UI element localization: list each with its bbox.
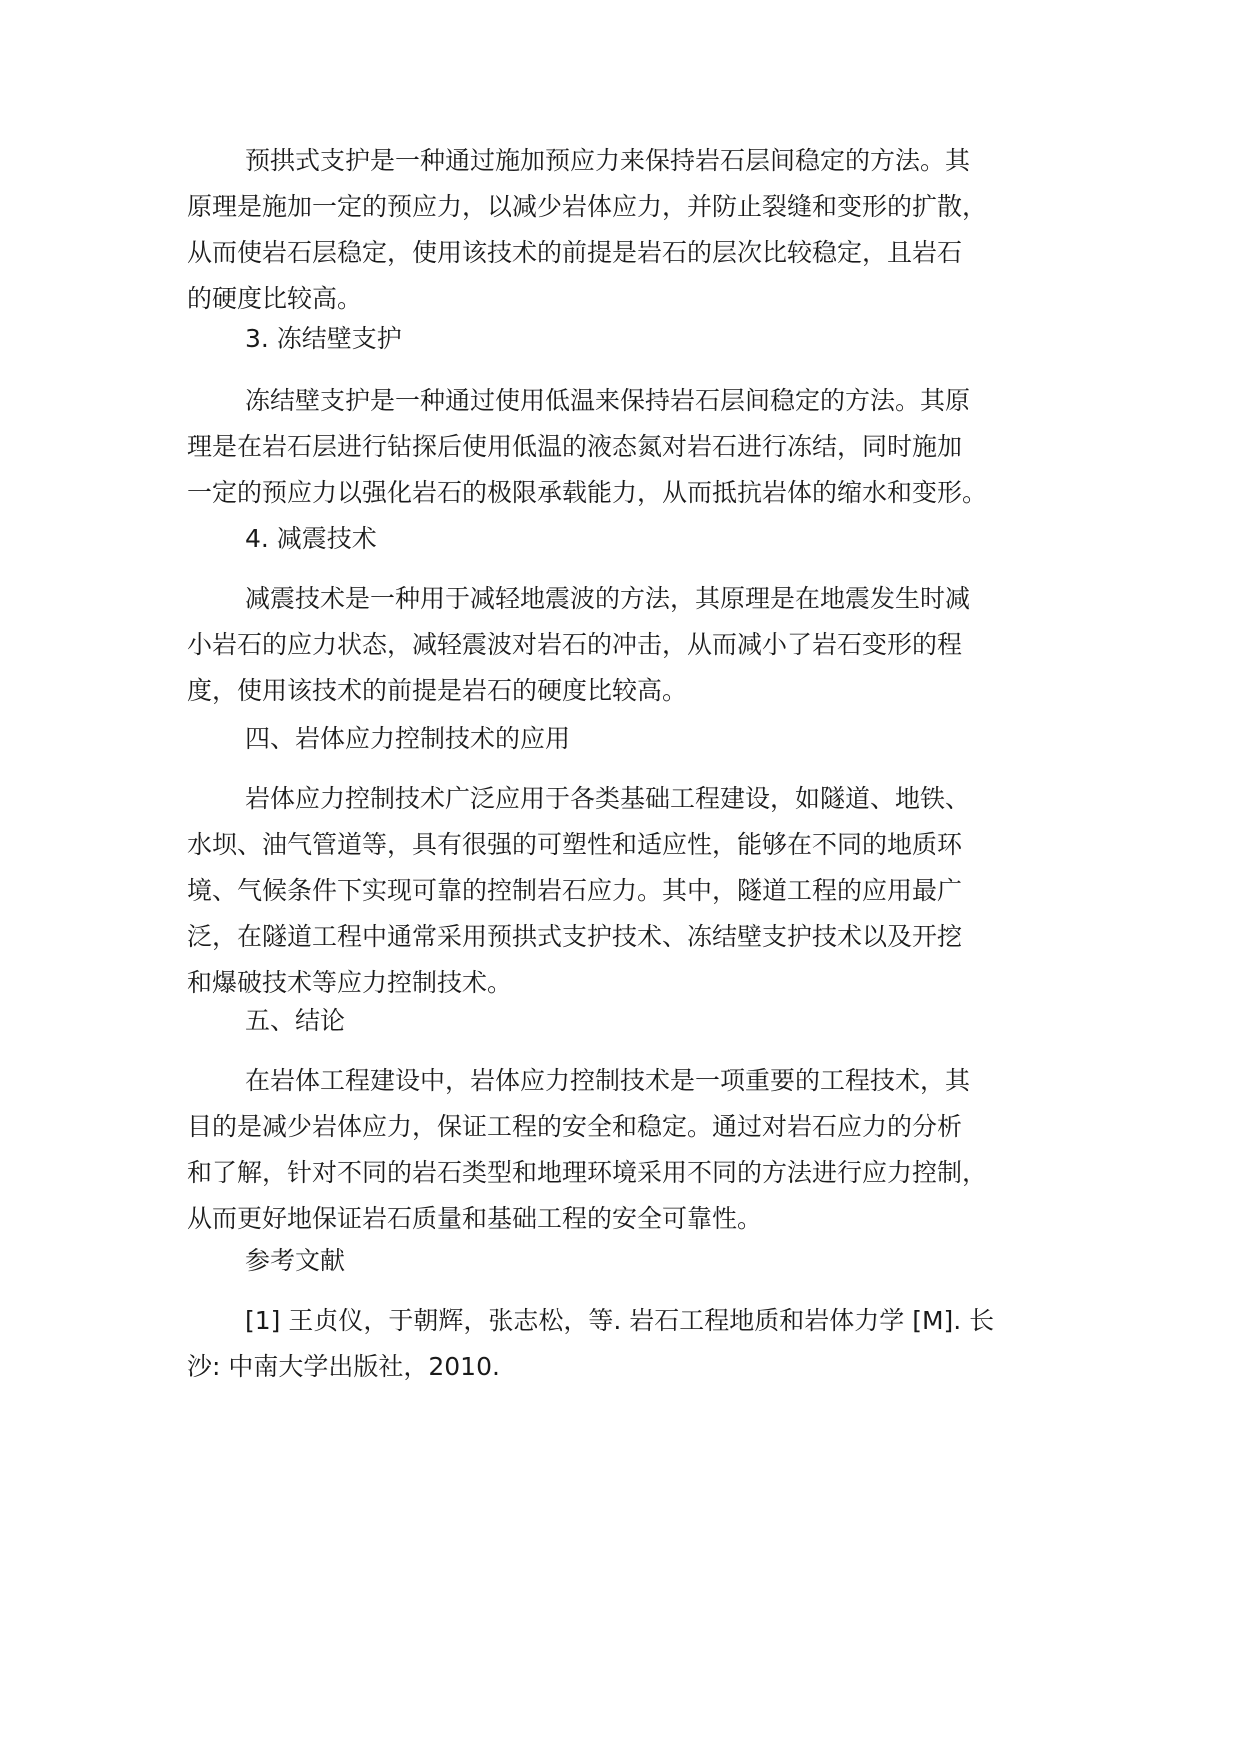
section-heading: 4. 减震技术 <box>245 524 377 553</box>
text-line: 境、气候条件下实现可靠的控制岩石应力。其中，隧道工程的应用最广 <box>187 876 963 905</box>
text-line: 泛，在隧道工程中通常采用预拱式支护技术、冻结壁支护技术以及开挖 <box>187 922 963 951</box>
text-line: 和了解，针对不同的岩石类型和地理环境采用不同的方法进行应力控制， <box>187 1158 988 1187</box>
heading-conclusion <box>187 998 1087 1044</box>
text-line: 在岩体工程建设中，岩体应力控制技术是一项重要的工程技术，其 <box>245 1066 971 1095</box>
reference-entry-1 <box>187 1298 1087 1390</box>
text-line: 水坝、油气管道等，具有很强的可塑性和适应性，能够在不同的地质环 <box>187 830 963 859</box>
text-line: 的硬度比较高。 <box>187 284 363 313</box>
paragraph-conclusion <box>187 1058 1087 1242</box>
text-line: 一定的预应力以强化岩石的极限承载能力，从而抵抗岩体的缩水和变形。 <box>187 478 988 507</box>
paragraph-application <box>187 776 1087 1006</box>
text-line: 减震技术是一种用于减轻地震波的方法，其原理是在地震发生时减 <box>245 584 971 613</box>
heading-freeze-wall-support <box>187 316 1087 362</box>
text-line: 度，使用该技术的前提是岩石的硬度比较高。 <box>187 676 688 705</box>
text-line: [1] 王贞仪，于朝辉，张志松，等. 岩石工程地质和岩体力学 [M]. 长 <box>245 1306 995 1335</box>
text-line: 从而更好地保证岩石质量和基础工程的安全可靠性。 <box>187 1204 763 1233</box>
heading-references <box>187 1238 1087 1284</box>
section-heading: 3. 冻结壁支护 <box>245 324 402 353</box>
text-line: 沙: 中南大学出版社，2010. <box>187 1352 500 1381</box>
text-line: 预拱式支护是一种通过施加预应力来保持岩石层间稳定的方法。其 <box>245 146 971 175</box>
heading-damping-technology <box>187 516 1087 562</box>
text-line: 从而使岩石层稳定，使用该技术的前提是岩石的层次比较稳定，且岩石 <box>187 238 963 267</box>
section-heading: 四、岩体应力控制技术的应用 <box>245 724 571 753</box>
text-line: 和爆破技术等应力控制技术。 <box>187 968 513 997</box>
section-heading: 参考文献 <box>245 1246 346 1275</box>
section-heading: 五、结论 <box>245 1006 346 1035</box>
text-line: 理是在岩石层进行钻探后使用低温的液态氮对岩石进行冻结，同时施加 <box>187 432 963 461</box>
paragraph-damping-technology <box>187 576 1087 714</box>
heading-application <box>187 716 1087 762</box>
text-line: 原理是施加一定的预应力，以减少岩体应力，并防止裂缝和变形的扩散， <box>187 192 988 221</box>
text-line: 目的是减少岩体应力，保证工程的安全和稳定。通过对岩石应力的分析 <box>187 1112 963 1141</box>
text-line: 小岩石的应力状态，减轻震波对岩石的冲击，从而减小了岩石变形的程 <box>187 630 963 659</box>
paragraph-freeze-wall-support <box>187 378 1087 516</box>
paragraph-pre-arch-support <box>187 138 1087 322</box>
text-line: 冻结壁支护是一种通过使用低温来保持岩石层间稳定的方法。其原 <box>245 386 971 415</box>
text-line: 岩体应力控制技术广泛应用于各类基础工程建设，如隧道、地铁、 <box>245 784 971 813</box>
